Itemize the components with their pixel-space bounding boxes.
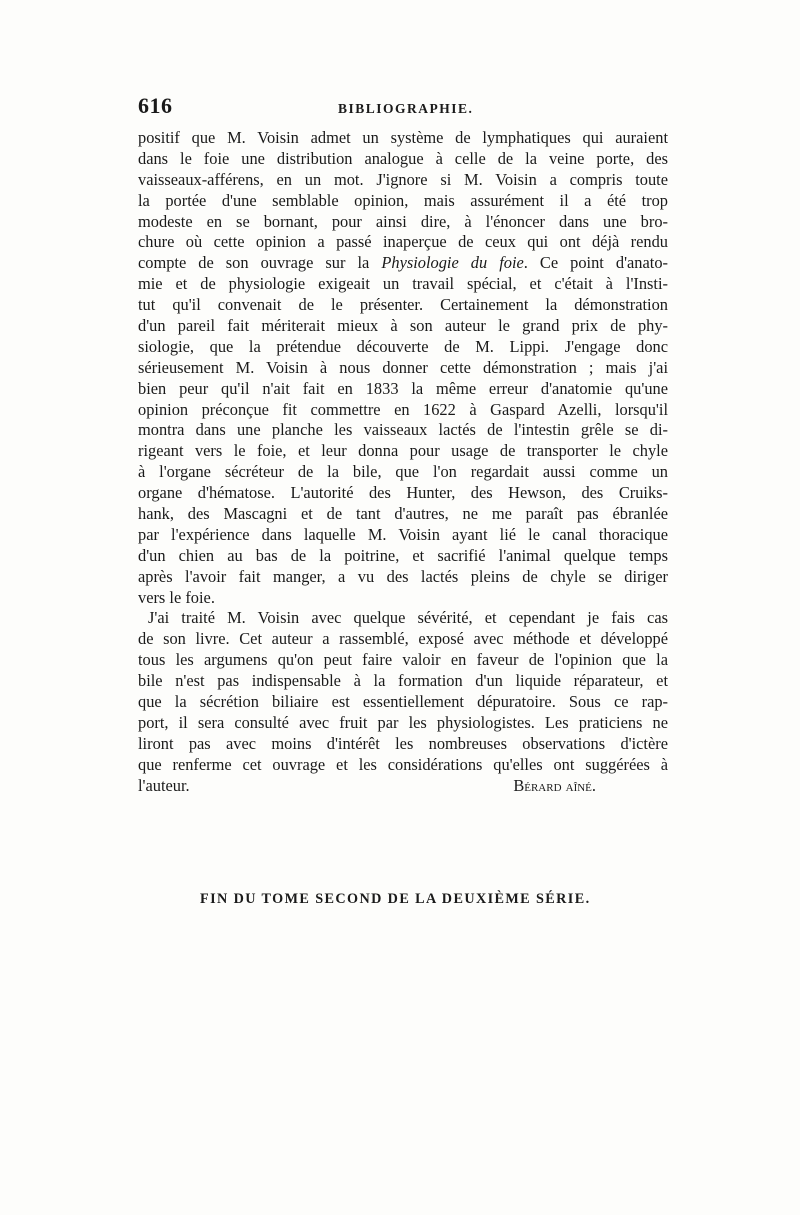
text-line: d'un chien au bas de la poitrine, et sacrifié l'animal quelque temps bbox=[138, 545, 668, 565]
text-line: sérieusement M. Voisin à nous donner cette démonstration ; mais j'ai bbox=[138, 357, 668, 377]
text-line: liront pas avec moins d'intérêt les nombreuses observations d'ictère bbox=[138, 733, 668, 753]
text-line: par l'expérience dans laquelle M. Voisin ayant lié le canal thoracique bbox=[138, 524, 668, 544]
body-text bbox=[138, 128, 668, 797]
text-line: dans le foie une distribution analogue à celle de la veine porte, des bbox=[138, 148, 668, 168]
text-line: bile n'est pas indispensable à la formation d'un liquide réparateur, et bbox=[138, 671, 668, 691]
author-signature: Bérard aîné. bbox=[513, 775, 596, 795]
text-line: J'ai traité M. Voisin avec quelque sévérité, et cependant je fais cas bbox=[148, 608, 668, 628]
text-line: à l'organe sécréteur de la bile, que l'on regardait aussi comme un bbox=[138, 462, 668, 482]
text-line: que la sécrétion biliaire est essentiellement dépuratoire. Sous ce rap- bbox=[138, 692, 668, 712]
text-fragment: . Ce point d'anato- bbox=[523, 253, 668, 273]
text-fragment: compte de son ouvrage sur la bbox=[138, 253, 370, 273]
text-line: port, il sera consulté avec fruit par les physiologistes. Les praticiens ne bbox=[138, 712, 668, 732]
text-line: organe d'hématose. L'autorité des Hunter, des Hewson, des Cruiks- bbox=[138, 483, 668, 503]
text-line: positif que M. Voisin admet un système de lymphatiques qui auraient bbox=[138, 128, 668, 147]
page-header bbox=[138, 93, 672, 123]
text-line-with-title bbox=[138, 253, 668, 274]
closing-line bbox=[138, 776, 668, 797]
text-line: après l'avoir fait manger, a vu des lactés pleins de chyle se diriger bbox=[138, 566, 668, 586]
text-line: que renferme cet ouvrage et les considérations qu'elles ont suggérées à bbox=[138, 754, 668, 774]
text-line: siologie, que la prétendue découverte de M. Lippi. J'engage donc bbox=[138, 336, 668, 356]
text-line: mie et de physiologie exigeait un travail spécial, et c'était à l'Insti- bbox=[138, 274, 668, 294]
running-head: BIBLIOGRAPHIE. bbox=[338, 101, 474, 116]
text-line: chure où cette opinion a passé inaperçue de ceux qui ont déjà rendu bbox=[138, 232, 668, 252]
text-line: d'un pareil fait mériterait mieux à son auteur le grand prix de phy- bbox=[138, 316, 668, 336]
page-number: 616 bbox=[138, 93, 173, 118]
text-line: rigeant vers le foie, et leur donna pour usage de transporter le chyle bbox=[138, 441, 668, 461]
text-line: de son livre. Cet auteur a rassemblé, exposé avec méthode et développé bbox=[138, 629, 668, 649]
book-title-italic: Physiologie du foie bbox=[381, 253, 524, 273]
volume-colophon: FIN DU TOME SECOND DE LA DEUXIÈME SÉRIE. bbox=[200, 891, 591, 907]
text-line: opinion préconçue fit commettre en 1622 à Gaspard Azelli, lorsqu'il bbox=[138, 399, 668, 419]
text-line: la portée d'une semblable opinion, mais assurément il a été trop bbox=[138, 190, 668, 210]
text-line: tut qu'il convenait de le présenter. Certainement la démonstration bbox=[138, 295, 668, 315]
text-line: vers le foie. bbox=[138, 587, 215, 607]
text-fragment: l'auteur. bbox=[138, 775, 190, 795]
text-line: hank, des Mascagni et de tant d'autres, ne me paraît pas ébranlée bbox=[138, 504, 668, 524]
text-line: modeste en se bornant, pour ainsi dire, à l'énoncer dans une bro- bbox=[138, 211, 668, 231]
text-line: montra dans une planche les vaisseaux lactés de l'intestin grêle se di- bbox=[138, 420, 668, 440]
text-line: vaisseaux-afférens, en un mot. J'ignore si M. Voisin a compris toute bbox=[138, 169, 668, 189]
text-line: tous les argumens qu'on peut faire valoir en faveur de l'opinion que la bbox=[138, 650, 668, 670]
text-line: bien peur qu'il n'ait fait en 1833 la même erreur d'anatomie qu'une bbox=[138, 378, 668, 398]
